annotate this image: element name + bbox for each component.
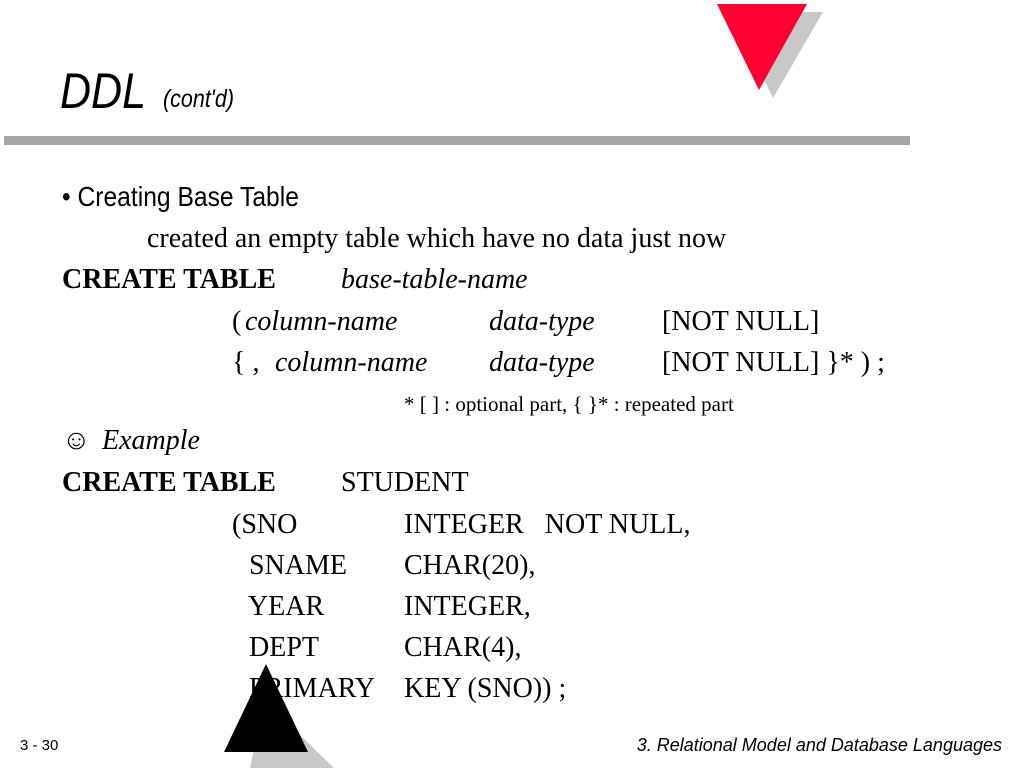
- example-table-name: STUDENT: [341, 467, 469, 498]
- example-column-sname: SNAME: [242, 550, 348, 581]
- syntax-table-name: base-table-name: [341, 264, 528, 295]
- bullet-heading: • Creating Base Table: [62, 181, 299, 212]
- smiley-icon: ☺: [62, 425, 91, 456]
- footer-course-title: 3. Relational Model and Database Languages: [636, 735, 1002, 755]
- example-def-primary: KEY (SNO)) ;: [404, 673, 567, 704]
- syntax-open-paren: (: [232, 306, 242, 337]
- title-divider: [4, 136, 910, 145]
- page-number: 3 - 30: [20, 737, 59, 754]
- example-column-dept: DEPT: [242, 632, 319, 663]
- red-triangle-icon: [715, 4, 825, 99]
- syntax-column-name-repeat: column-name: [275, 347, 428, 378]
- example-def-year: INTEGER,: [404, 591, 531, 622]
- example-column-sno: (SNO: [232, 509, 298, 540]
- syntax-data-type: data-type: [489, 306, 595, 337]
- syntax-data-type-repeat: data-type: [489, 347, 595, 378]
- example-def-sname: CHAR(20),: [404, 550, 536, 581]
- syntax-note: * [ ] : optional part, { }* : repeated part: [404, 392, 734, 416]
- example-def-dept: CHAR(4),: [404, 632, 522, 663]
- description-text: created an empty table which have no data just now: [147, 223, 727, 254]
- page-subtitle: (cont'd): [163, 85, 235, 113]
- page-title: DDL: [60, 63, 147, 119]
- example-column-year: YEAR: [242, 591, 325, 622]
- syntax-column-name: column-name: [245, 306, 398, 337]
- example-def-sno: INTEGER NOT NULL,: [404, 509, 691, 540]
- syntax-repeat-open: { ,: [232, 347, 260, 378]
- example-label: Example: [102, 425, 200, 456]
- syntax-constraint-repeat: [NOT NULL] }* ) ;: [662, 347, 885, 378]
- syntax-constraint: [NOT NULL]: [662, 306, 820, 337]
- example-keyword: CREATE TABLE: [62, 467, 276, 498]
- syntax-keyword: CREATE TABLE: [62, 264, 276, 295]
- example-column-primary: PRIMARY: [242, 673, 376, 704]
